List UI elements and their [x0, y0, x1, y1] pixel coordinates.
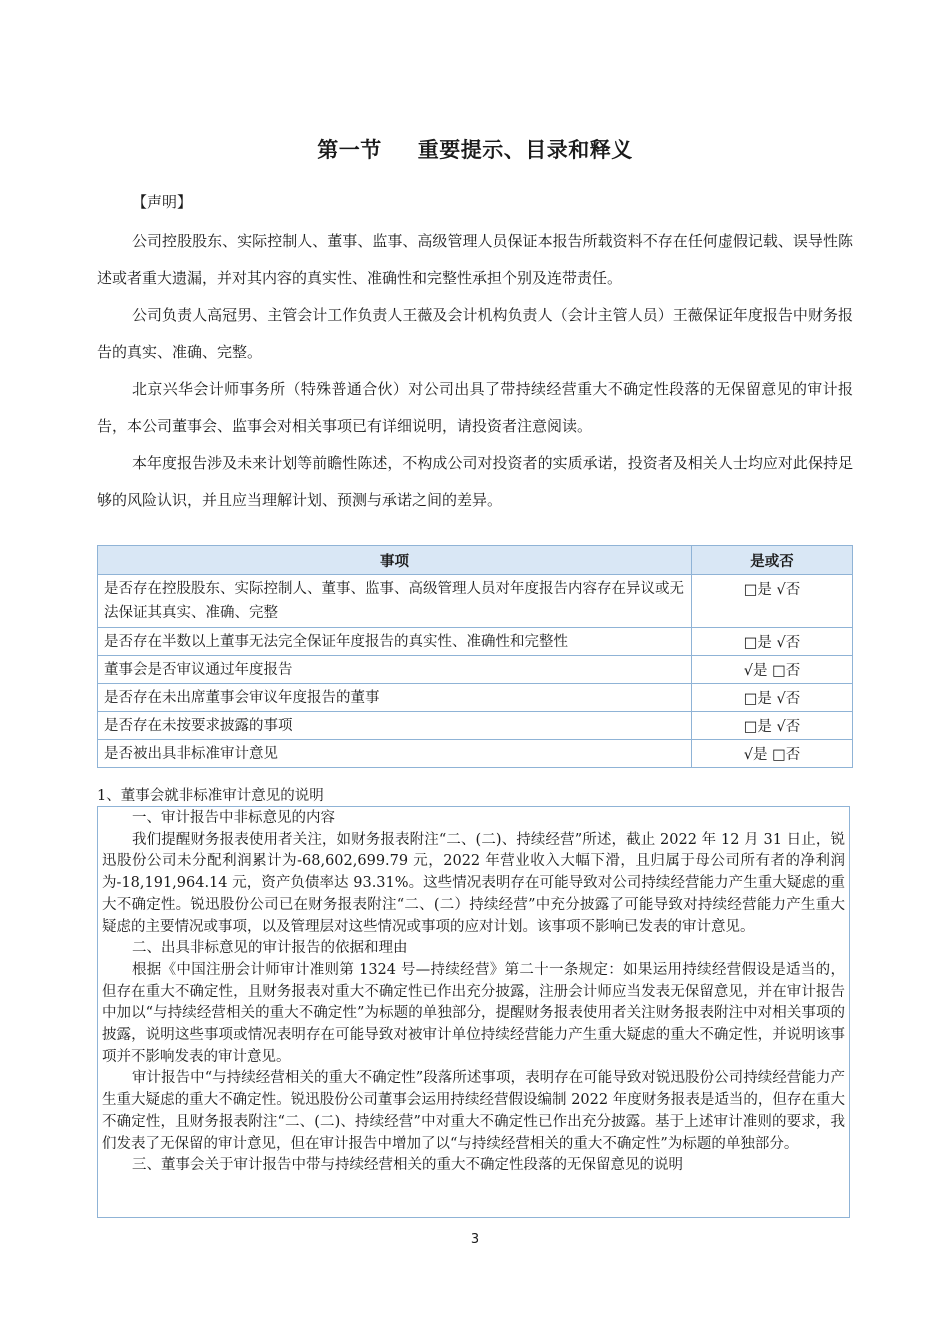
row-item: 是否被出具非标准审计意见 — [98, 740, 692, 768]
table-row — [98, 740, 853, 768]
declaration-paragraph: 北京兴华会计师事务所（特殊普通合伙）对公司出具了带持续经营重大不确定性段落的无保留意见的审计报告，本公司董事会、监事会对相关事项已有详细说明，请投资者注意阅读。 — [97, 380, 853, 435]
declaration-label: 【声明】 — [132, 193, 193, 211]
table-row — [98, 575, 853, 628]
section-number: 第一节 — [317, 138, 382, 162]
table-header-row — [98, 546, 853, 575]
box-subheading: 二、出具非标意见的审计报告的依据和理由 — [132, 940, 408, 957]
box-paragraph: 我们提醒财务报表使用者关注，如财务报表附注“二、(二)、持续经营”所述，截止 2022 年 12 月 31 日止，锐迅股份公司未分配利润累计为-68,602,699.79 元，2022 年营业收入大幅下滑，且归属于母公司所有者的净利润为-18,191,964.14 元，资产负债率达 93.31%。这些情况表明存在可能导致对公司持续经营能力产生重大疑虑的重大不确定性。锐迅股份公司已在财务报表附注“二、(二）持续经营”中充分披露了可能导致对持续经营能力产生重大疑虑的主要情况或事项，以及管理层对这些情况或事项的应对计划。该事项不影响已发表的审计意见。 — [102, 831, 845, 935]
row-answer: □是 √否 — [692, 628, 853, 656]
row-item: 是否存在半数以上董事无法完全保证年度报告的真实性、准确性和完整性 — [98, 628, 692, 656]
section-title: 重要提示、目录和释义 — [417, 138, 633, 162]
section-heading — [0, 134, 950, 164]
table-row — [98, 656, 853, 684]
confirmation-table — [97, 545, 853, 768]
subsection-title: 1、董事会就非标准审计意见的说明 — [97, 788, 324, 804]
declaration-paragraph: 本年度报告涉及未来计划等前瞻性陈述，不构成公司对投资者的实质承诺，投资者及相关人士均应对此保持足够的风险认识，并且应当理解计划、预测与承诺之间的差异。 — [97, 454, 853, 509]
row-item: 是否存在控股股东、实际控制人、董事、监事、高级管理人员对年度报告内容存在异议或无法保证其真实、准确、完整 — [98, 575, 692, 628]
table-row — [98, 712, 853, 740]
row-item: 是否存在未按要求披露的事项 — [98, 712, 692, 740]
row-answer: □是 √否 — [692, 684, 853, 712]
table-row — [98, 684, 853, 712]
row-answer: □是 √否 — [692, 575, 853, 628]
box-paragraph: 审计报告中“与持续经营相关的重大不确定性”段落所述事项，表明存在可能导致对锐迅股份公司持续经营能力产生重大疑虑的重大不确定性。锐迅股份公司董事会运用持续经营假设编制 2022 年度财务报表是适当的，但存在重大不确定性，且财务报表附注“二、(二)、持续经营”中对重大不确定性已作出充分披露。基于上述审计准则的要求，我们发表了无保留的审计意见，但在审计报告中增加了以“与持续经营相关的重大不确定性”为标题的单独部分。 — [102, 1070, 845, 1152]
column-header-answer: 是或否 — [692, 546, 853, 575]
row-answer: √是 □否 — [692, 656, 853, 684]
box-subheading: 一、审计报告中非标意见的内容 — [132, 810, 335, 826]
declaration-paragraph: 公司控股股东、实际控制人、董事、监事、高级管理人员保证本报告所载资料不存在任何虚假记载、误导性陈述或者重大遗漏，并对其内容的真实性、准确性和完整性承担个别及连带责任。 — [97, 232, 853, 287]
row-answer: □是 √否 — [692, 712, 853, 740]
explanation-box — [97, 806, 850, 1218]
row-item: 是否存在未出席董事会审议年度报告的董事 — [98, 684, 692, 712]
declaration-paragraph: 公司负责人高冠男、主管会计工作负责人王薇及会计机构负责人（会计主管人员）王薇保证年度报告中财务报告的真实、准确、完整。 — [97, 306, 853, 361]
row-answer: √是 □否 — [692, 740, 853, 768]
row-item: 董事会是否审议通过年度报告 — [98, 656, 692, 684]
box-paragraph: 根据《中国注册会计师审计准则第 1324 号—持续经营》第二十一条规定：如果运用持续经营假设是适当的，但存在重大不确定性，且财务报表对重大不确定性已作出充分披露，注册会计师应当发表无保留意见，并在审计报告中加以“与持续经营相关的重大不确定性”为标题的单独部分，提醒财务报表使用者关注财务报表附注中对相关事项的披露，说明这些事项或情况表明存在可能导致对被审计单位持续经营能力产生重大疑虑的重大不确定性，并说明该事项并不影响发表的审计意见。 — [102, 961, 845, 1065]
column-header-item: 事项 — [98, 546, 692, 575]
box-subheading: 三、董事会关于审计报告中带与持续经营相关的重大不确定性段落的无保留意见的说明 — [132, 1157, 683, 1174]
table-row — [98, 628, 853, 656]
page-number: 3 — [470, 1232, 480, 1247]
